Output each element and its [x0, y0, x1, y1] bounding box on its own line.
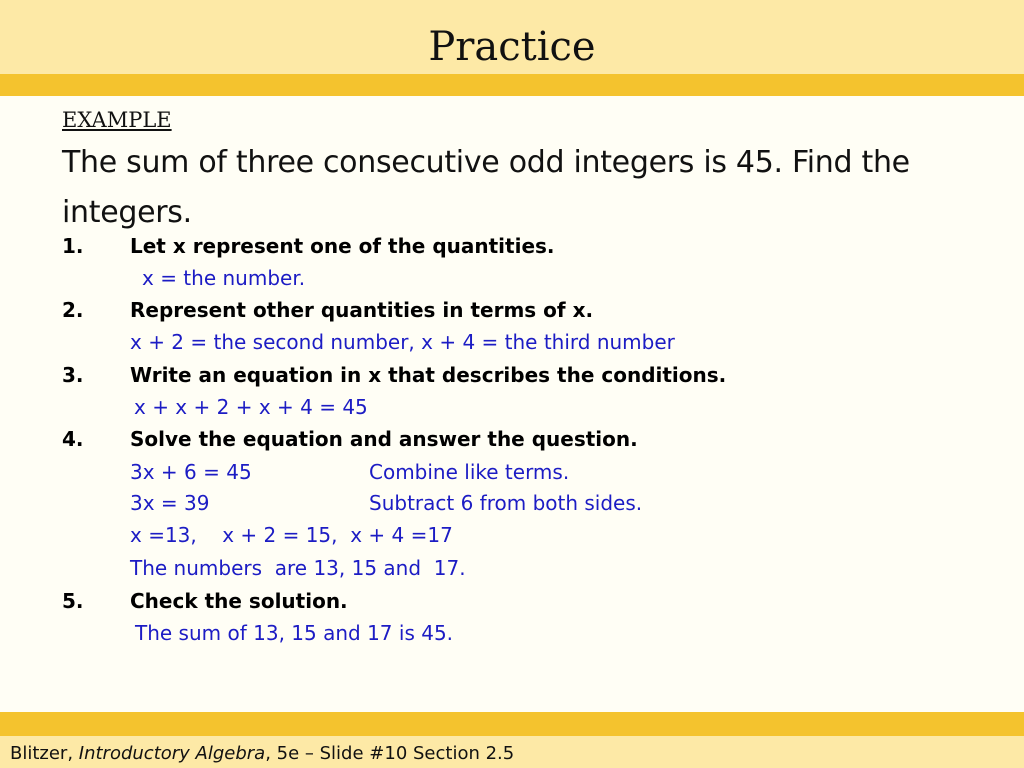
footer-author: Blitzer, [10, 743, 79, 764]
step-2-answer: x + 2 = the second number, x + 4 = the third number [130, 330, 675, 354]
step-4-answer: The numbers are 13, 15 and 17. [130, 556, 466, 580]
example-label: EXAMPLE [62, 108, 172, 132]
work-note-2: Subtract 6 from both sides. [369, 491, 643, 515]
footer-slide-info: , 5e – Slide #10 Section 2.5 [265, 743, 515, 764]
step-3-heading: Write an equation in x that describes the conditions. [130, 363, 727, 387]
problem-statement: The sum of three consecutive odd integers is 45. Find the integers. [62, 145, 910, 230]
step-4-solution: x =13, x + 2 = 15, x + 4 =17 [130, 523, 453, 547]
step-1-number: 1. [62, 234, 84, 258]
step-1-heading: Let x represent one of the quantities. [130, 234, 555, 258]
work-equation-2: 3x = 39 [130, 491, 210, 515]
step-1-answer: x = the number. [142, 266, 306, 290]
slide-title: Practice [428, 24, 596, 70]
top-gold-stripe [0, 74, 1024, 96]
step-4-number: 4. [62, 427, 84, 451]
step-5-answer: The sum of 13, 15 and 17 is 45. [135, 621, 454, 645]
work-equation-1: 3x + 6 = 45 [130, 460, 252, 484]
step-2-heading: Represent other quantities in terms of x. [130, 298, 594, 322]
step-4-heading: Solve the equation and answer the question. [130, 427, 638, 451]
step-2-number: 2. [62, 298, 84, 322]
step-5-number: 5. [62, 589, 84, 613]
work-note-1: Combine like terms. [369, 460, 570, 484]
step-3-equation: x + x + 2 + x + 4 = 45 [134, 395, 368, 419]
bottom-gold-stripe [0, 712, 1024, 736]
footer-citation [10, 741, 514, 767]
step-3-number: 3. [62, 363, 84, 387]
step-5-heading: Check the solution. [130, 589, 348, 613]
footer-book-title: Introductory Algebra [78, 743, 266, 764]
